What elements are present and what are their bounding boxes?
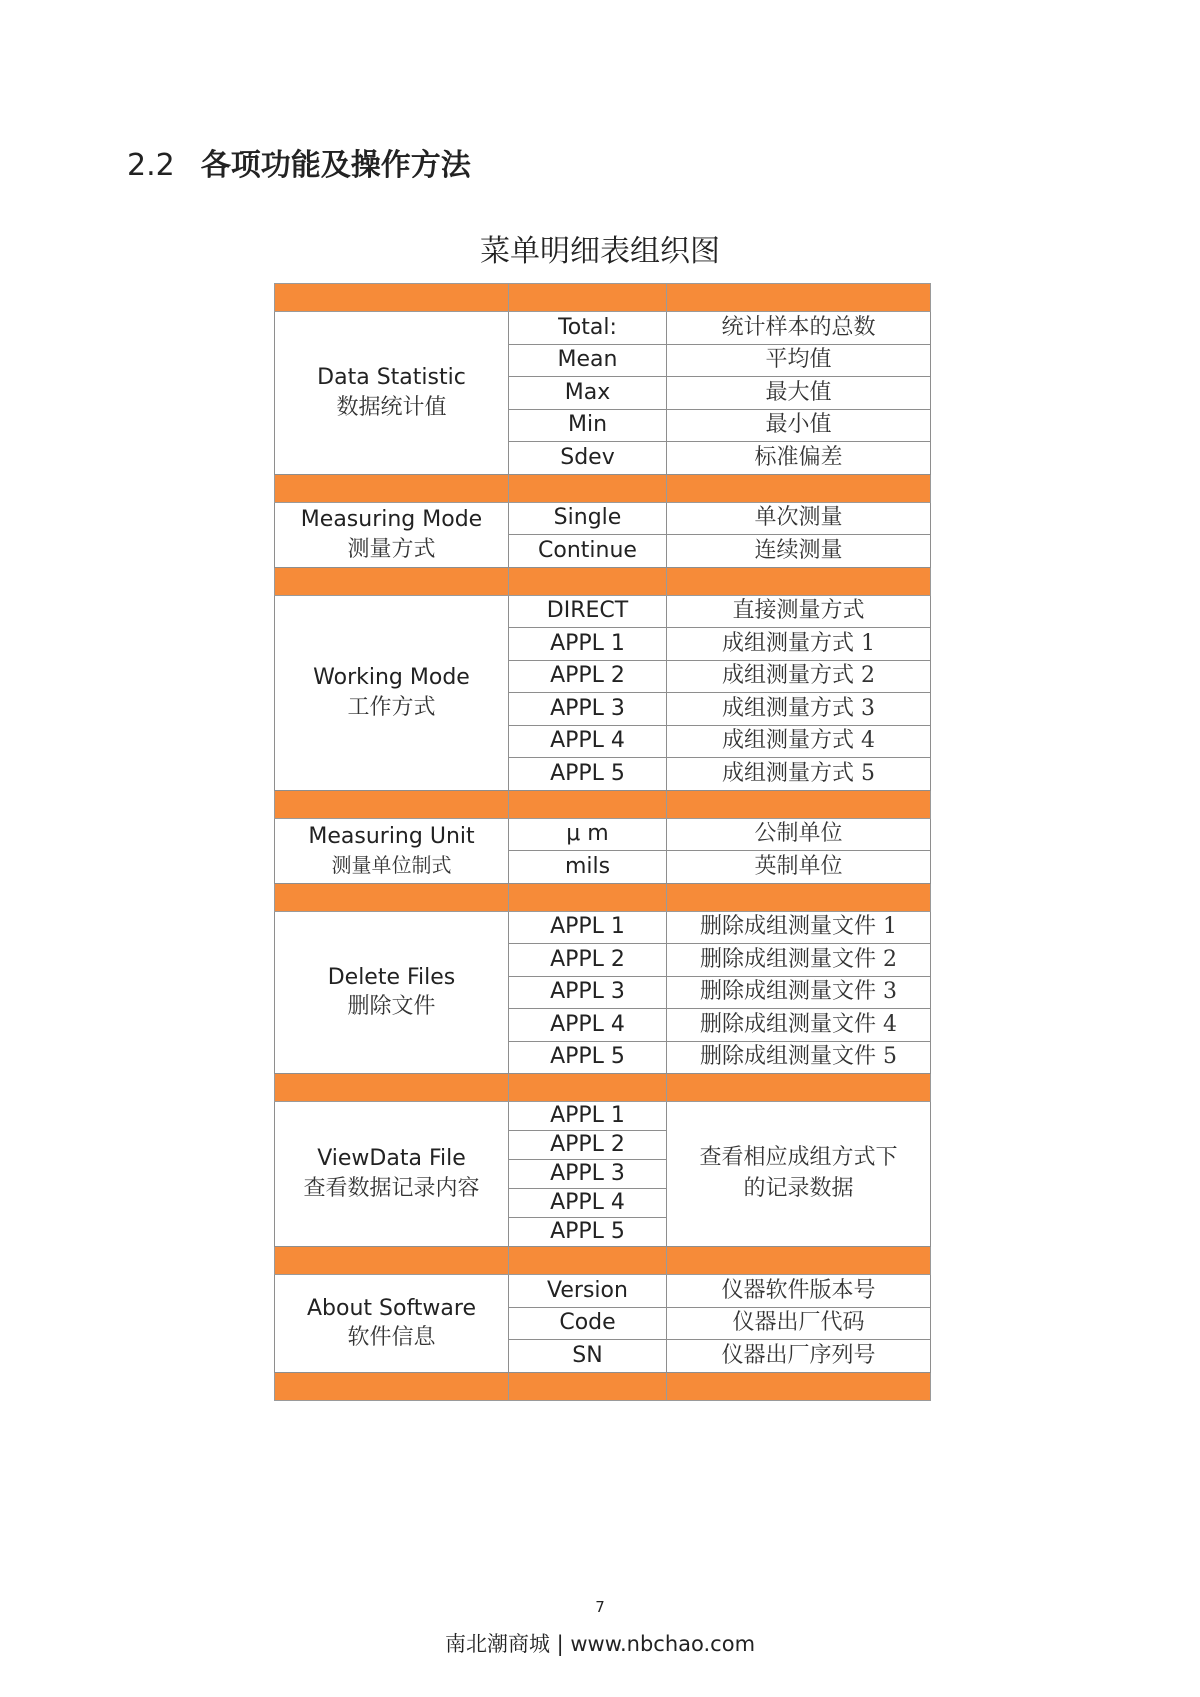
page-number: 7 <box>595 1598 605 1616</box>
group-label-en: Measuring Unit <box>308 824 475 850</box>
item-key: DIRECT <box>509 595 667 628</box>
item-key: Continue <box>509 535 667 568</box>
group-label <box>275 312 509 475</box>
item-desc: 成组测量方式 5 <box>667 758 931 791</box>
item-key: APPL 5 <box>509 758 667 791</box>
item-key: Mean <box>509 344 667 377</box>
item-key: APPL 2 <box>509 1131 667 1160</box>
item-key: APPL 2 <box>509 944 667 977</box>
group-label-cn: 测量单位制式 <box>331 852 452 877</box>
separator-row <box>275 790 931 818</box>
item-desc-line: 查看相应成组方式下 <box>699 1145 898 1171</box>
group-label-en: About Software <box>306 1295 477 1321</box>
item-key: APPL 1 <box>509 628 667 661</box>
group-label <box>275 1275 509 1373</box>
item-key: Total: <box>509 312 667 345</box>
item-key: Max <box>509 377 667 410</box>
separator-row <box>275 883 931 911</box>
item-desc: 删除成组测量文件 1 <box>667 911 931 944</box>
item-desc: 成组测量方式 4 <box>667 725 931 758</box>
item-key: Code <box>509 1307 667 1340</box>
table-row <box>275 911 931 944</box>
group-label <box>275 595 509 790</box>
item-key: SN <box>509 1340 667 1373</box>
item-key: Version <box>509 1275 667 1308</box>
item-key: APPL 2 <box>509 660 667 693</box>
item-key: APPL 5 <box>509 1041 667 1074</box>
section-title: 各项功能及操作方法 <box>200 148 471 183</box>
group-label-cn: 工作方式 <box>347 694 436 720</box>
item-desc-line: 的记录数据 <box>743 1176 854 1201</box>
group-label <box>275 911 509 1074</box>
item-desc: 成组测量方式 3 <box>667 693 931 726</box>
item-desc: 仪器出厂代码 <box>667 1307 931 1340</box>
item-key: APPL 4 <box>509 725 667 758</box>
table-row <box>275 312 931 345</box>
item-desc: 删除成组测量文件 5 <box>667 1041 931 1074</box>
item-desc: 最小值 <box>667 409 931 442</box>
item-desc: 平均值 <box>667 344 931 377</box>
group-label-cn: 查看数据记录内容 <box>303 1176 480 1201</box>
item-key: mils <box>509 851 667 884</box>
item-desc: 删除成组测量文件 3 <box>667 976 931 1009</box>
item-key: APPL 4 <box>509 1009 667 1042</box>
group-label <box>275 1102 509 1247</box>
group-label <box>275 818 509 883</box>
group-label-en: Delete Files <box>327 964 456 990</box>
item-key: APPL 3 <box>509 1160 667 1189</box>
item-desc: 成组测量方式 1 <box>667 628 931 661</box>
separator-row <box>275 284 931 312</box>
item-key: APPL 4 <box>509 1189 667 1218</box>
item-desc: 单次测量 <box>667 502 931 535</box>
group-label-en: Measuring Mode <box>300 506 483 532</box>
item-desc: 公制单位 <box>667 818 931 851</box>
item-key: Min <box>509 409 667 442</box>
section-number: 2.2 <box>127 148 175 183</box>
item-desc: 仪器出厂序列号 <box>667 1340 931 1373</box>
table-title: 菜单明细表组织图 <box>480 234 720 269</box>
item-key: APPL 5 <box>509 1218 667 1247</box>
item-desc: 统计样本的总数 <box>667 312 931 345</box>
group-label-cn: 软件信息 <box>347 1325 436 1351</box>
item-key: μ m <box>509 818 667 851</box>
table-row <box>275 818 931 851</box>
item-desc: 标准偏差 <box>667 442 931 475</box>
item-desc: 成组测量方式 2 <box>667 660 931 693</box>
footer-text: 南北潮商城 | www.nbchao.com <box>444 1632 756 1656</box>
item-key: Single <box>509 502 667 535</box>
item-desc: 删除成组测量文件 4 <box>667 1009 931 1042</box>
menu-table <box>274 283 931 1401</box>
item-desc <box>667 1102 931 1247</box>
item-key: APPL 3 <box>509 976 667 1009</box>
group-label <box>275 502 509 567</box>
separator-row <box>275 1372 931 1400</box>
item-desc: 连续测量 <box>667 535 931 568</box>
section-heading <box>127 140 471 184</box>
item-desc: 直接测量方式 <box>667 595 931 628</box>
item-desc: 英制单位 <box>667 851 931 884</box>
table-row <box>275 502 931 535</box>
item-desc: 最大值 <box>667 377 931 410</box>
table-row <box>275 595 931 628</box>
table-row <box>275 1102 931 1131</box>
separator-row <box>275 1074 931 1102</box>
item-desc: 删除成组测量文件 2 <box>667 944 931 977</box>
separator-row <box>275 567 931 595</box>
group-label-en: ViewData File <box>317 1146 466 1172</box>
item-key: APPL 1 <box>509 1102 667 1131</box>
separator-row <box>275 474 931 502</box>
table-row <box>275 1275 931 1308</box>
group-label-en: Data Statistic <box>317 365 466 391</box>
group-label-cn: 数据统计值 <box>336 394 447 420</box>
group-label-cn: 删除文件 <box>347 994 436 1020</box>
item-key: Sdev <box>509 442 667 475</box>
group-label-cn: 测量方式 <box>347 536 436 562</box>
item-key: APPL 1 <box>509 911 667 944</box>
item-key: APPL 3 <box>509 693 667 726</box>
separator-row <box>275 1247 931 1275</box>
item-desc: 仪器软件版本号 <box>667 1275 931 1308</box>
group-label-en: Working Mode <box>313 664 470 690</box>
